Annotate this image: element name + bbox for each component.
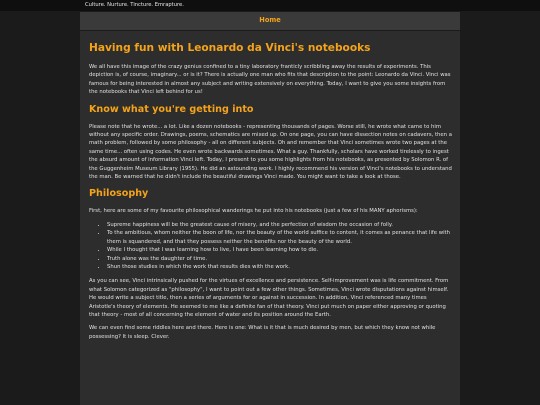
section-heading-getting-into: Know what you're getting into <box>89 103 254 115</box>
philosophy-paragraph: As you can see, Vinci intrinsically pushed for the virtues of excellence and persistence. Self-improvement was is life commitment. From what Solomon categorized as "philosophy", I want to point out a few other things. Sometimes, Vinci wrote disputations against himself. He would write a subject title, then a series of arguments for or against in succession. In addition, Vinci referenced many times Aristotle's theory of elements. He seemed to me like a definite fan of that theory. Vinci put much on paper either approving or quoting that theory - most of all concerning the element of water and its position around the Earth. <box>89 278 449 318</box>
site-tagline: Culture. Nurture. Tincture. Emrapture. <box>85 2 184 8</box>
aphorism-item: • Truth alone was the daughter of time. <box>107 255 452 263</box>
article <box>89 42 452 346</box>
aphorism-item: • Supreme happiness will be the greatest cause of misery, and the perfection of wisdom the occasion of folly. <box>107 221 452 229</box>
nav-bar <box>80 12 460 30</box>
nav-home-link[interactable]: Home <box>259 16 281 24</box>
aphorism-list <box>89 221 452 271</box>
getting-into-paragraph: Please note that he wrote... a lot. Like a dozen notebooks - representing thousands of pages. Worse still, he wrote what came to him without any specific order. Drawings, poems, schematics are mixed up. On one page, you can have dissection notes on cadavers, then a math problem, followed by some philosophy - all on different subjects. Oh and remember that Vinci sometimes wrote two pages at the same time... often using codes. He even wrote backwards sometimes. What a guy. Thankfully, scholars have worked tirelessly to ingest the absurd amount of information Vinci left. Today, I present to you some highlights from his notebooks, as presented by Solomon R. of the Guggenheim Museum Library (1955). He did an astounding work. I highly recommend his version of Vinci's notebooks to understand the man. Be warned that he didn't include the beautiful drawings Vinci made. You might want to take a look at those. <box>89 123 452 181</box>
philosophy-intro-paragraph: First, here are some of my favourite philosophical wanderings he put into his notebooks (just a few of his MANY aphorisms): <box>89 208 418 215</box>
aphorism-item: • Shun those studies in which the work that results dies with the work. <box>107 263 452 271</box>
top-bar <box>0 0 540 11</box>
main-content <box>80 31 460 405</box>
page-title: Having fun with Leonardo da Vinci's notebooks <box>89 42 371 54</box>
aphorism-item: • To the ambitious, whom neither the boon of life, nor the beauty of the world suffice to content, it comes as penance that life with them is squandered, and that they possess neither the benefits nor the beauty of the world. <box>107 229 452 246</box>
riddle-paragraph: We can even find some riddles here and there. Here is one: What is it that is much desired by men, but which they know not while possessing? It is sleep. Clever. <box>89 325 436 340</box>
section-heading-philosophy: Philosophy <box>89 188 149 200</box>
aphorism-item: • While I thought that I was learning how to live, I have been learning how to die. <box>107 246 452 254</box>
intro-paragraph: We all have this image of the crazy genius confined to a tiny laboratory franticly scribbling away the results of experiments. This depiction is, of course, imaginary... or is it? There is actually one man who fits that description to the point: Leonardo da Vinci. Vinci was famous for being interested in almost any subject and writing extensively on everything. Today, I want to give you some insights from the notebooks that Vinci left behind for us! <box>89 64 451 96</box>
